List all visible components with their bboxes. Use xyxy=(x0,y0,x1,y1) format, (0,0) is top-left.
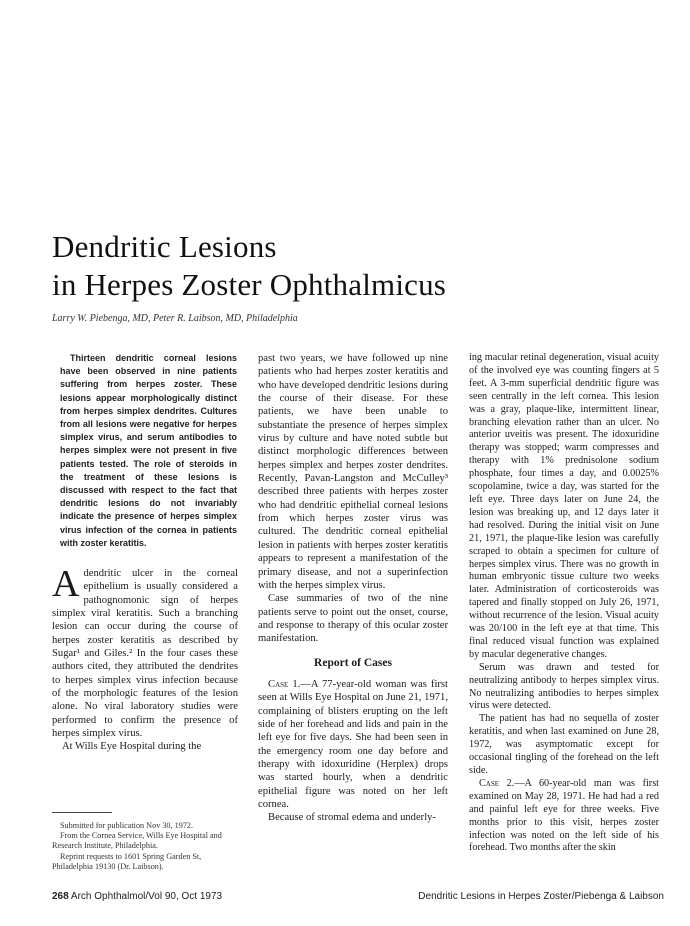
footnote-from: From the Cornea Service, Wills Eye Hospital and Research Institute, Philadelphia. xyxy=(52,831,222,851)
case-1-paragraph xyxy=(258,678,448,811)
author-line: Larry W. Piebenga, MD, Peter R. Laibson, MD, Philadelphia xyxy=(52,313,298,324)
paragraph-continued: past two years, we have followed up nine patients who had herpes zoster keratitis and who have developed dendritic lesions during the course of their disease. For these patients, we have been unable to substantiate the presence of herpes simplex virus by culture and have noted subtle but distinct morphologic differences between herpes simplex and herpes zoster dendrites. Recently, Pavan-Langston and McCulley³ described three patients with herpes zoster who had dendritic epithelial corneal lesions from which herpes zoster virus was cultured. The dendritic corneal epithelial lesion in patients with herpes zoster keratitis appears to represent a manifestation of the primary disease, and not a superinfection with the herpes simplex virus. xyxy=(258,353,448,591)
abstract: Thirteen dendritic corneal lesions have been observed in nine patients suffering from herpes zoster. These lesions appear morphologically distinct from herpes simplex dendrites. Cultures from all lesions were negative for herpes simplex virus, and serum antibodies to herpes simplex were not present in five patients tested. The role of steroids in the treatment of these lesions is discussed with respect to the fact that dendritic lesions do not invariably indicate the presence of herpes simplex virus infection of the cornea in patients with zoster keratitis. xyxy=(60,353,237,548)
case-2-label: Case 2. xyxy=(479,777,515,789)
journal-citation: Arch Ophthalmol/Vol 90, Oct 1973 xyxy=(70,891,223,902)
article-title xyxy=(52,228,446,304)
paragraph-serum: Serum was drawn and tested for neutralizing antibody to herpes simplex virus. No neutralizing antibodies to herpes simplex virus were detected. xyxy=(469,661,659,712)
footnote-divider xyxy=(52,812,112,813)
case-2-paragraph xyxy=(469,778,659,855)
footer-left xyxy=(52,891,222,902)
intro-paragraph xyxy=(52,563,238,740)
paragraph-stromal: Because of stromal edema and underly- xyxy=(268,812,436,824)
body-column-3 xyxy=(469,352,659,855)
intro-text: dendritic ulcer in the corneal epithelium is usually considered a pathognomonic sign of herpes simplex viral keratitis. Such a branching lesion can occur during the course of herpes zoster keratitis as described by Sugar¹ and Giles.² In the four cases these authors cited, they attributed the dendrites to herpes simplex virus infection because of the morphologic features of the lesion alone. No viral laboratory studies were performed to confirm the presence of herpes simplex virus. xyxy=(52,568,238,740)
page-number: 268 xyxy=(52,891,69,902)
footnotes xyxy=(52,821,244,872)
title-line-1: Dendritic Lesions xyxy=(52,229,277,264)
case-1-text: —A 77-year-old woman was first seen at Wills Eye Hospital on June 21, 1971, complaining of blisters erupting on the left side of her forehead and lids and pain in the left eye for five days. She had been seen in the emergency room one day before and therapy with idoxuridine (Herplex) drops was started hourly, when a dendritic epithelial figure was noted on her left cornea. xyxy=(258,678,449,810)
footnote-reprint: Reprint requests to 1601 Spring Garden St, Philadelphia 19130 (Dr. Laibson). xyxy=(52,851,202,871)
footnote-submitted: Submitted for publication Nov 30, 1972. xyxy=(60,821,194,830)
title-line-2: in Herpes Zoster Ophthalmicus xyxy=(52,267,447,302)
body-column-2 xyxy=(258,352,448,825)
case-2-text: —A 60-year-old man was first examined on May 28, 1971. He had had a red and painful left eye for three weeks. Five months prior to this visit, herpes zoster infection was noted on the left side of his forehead. Two months after the skin xyxy=(469,777,659,854)
body-column-1 xyxy=(52,563,238,754)
case-1-label: Case 1. xyxy=(268,678,301,690)
paragraph-wills: At Wills Eye Hospital during the xyxy=(62,741,202,753)
paragraph-sequella: The patient has had no sequella of zoster keratitis, and when last examined on June 28, 1972, was asymptomatic except for occasional tingling of the forehead on the left side. xyxy=(469,713,659,776)
paragraph-continued-col3: ing macular retinal degeneration, visual acuity of the involved eye was counting fingers at 5 feet. A 3-mm superficial dendritic figure was seen centrally in the left cornea. This lesion was a gray, plaque-like, intermittent linear, branching elevation rather than an ulcer. No anterior uveitis was present. The idoxuridine therapy was stopped; warm compresses and therapy with 1% prednisolone sodium phosphate, four times a day, and 0.0025% scopolamine, twice a day, was started for the left eye. Three days later on June 24, the lesion was breaking up, and 12 days later it had resolved. During the initial visit on June 21, 1971, the plaque-like lesion was carefully scraped to obtain a specimen for culture of herpes simplex virus. There was no growth in human embryonic tissue culture two weeks later. Administration of corticosteroids was tapered and finally stopped on July 26, 1971, without recurrence of the lesion. Visual acuity was 20/100 in the left eye at that time. This final reduced visual function was explained by macular degenerative changes. xyxy=(469,352,659,660)
drop-cap: A xyxy=(52,563,80,605)
section-heading: Report of Cases xyxy=(314,656,392,669)
running-title: Dendritic Lesions in Herpes Zoster/Piebenga & Laibson xyxy=(418,891,664,902)
paragraph-case-summaries: Case summaries of two of the nine patients serve to point out the onset, course, and response to therapy of this ocular zoster manifestation. xyxy=(258,593,448,645)
